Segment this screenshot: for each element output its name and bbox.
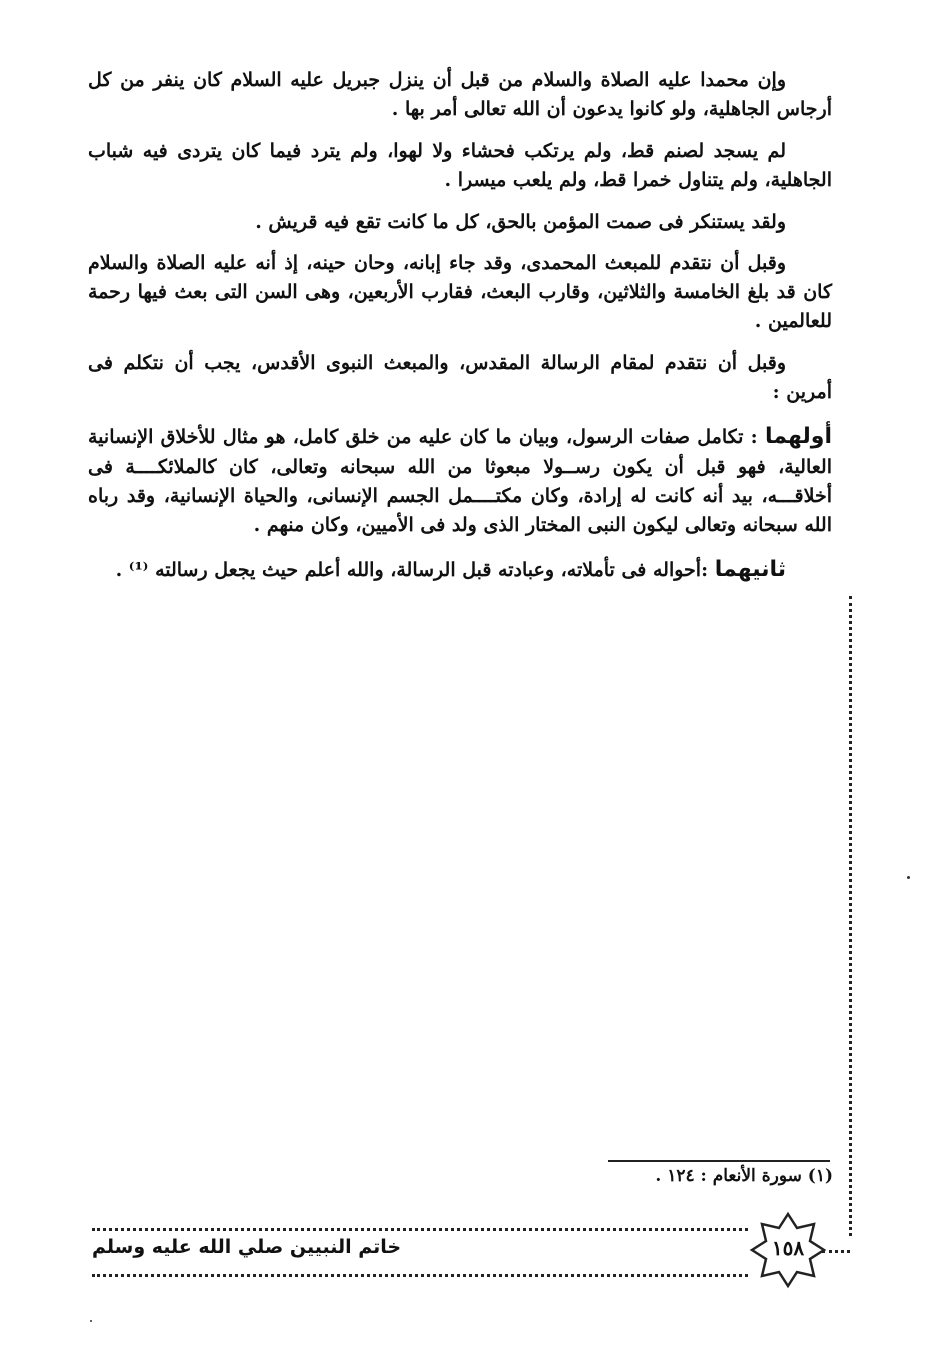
footnote-reference: ⁽¹⁾ . bbox=[115, 558, 156, 581]
main-text bbox=[88, 66, 832, 599]
first-point-heading: أولهما bbox=[764, 423, 832, 449]
paragraph-7 bbox=[88, 553, 832, 586]
footer-border-bottom bbox=[92, 1274, 748, 1277]
scan-speck bbox=[907, 876, 910, 879]
footer-border-top bbox=[92, 1228, 748, 1231]
page-border-right bbox=[849, 596, 852, 1236]
paragraph-1: وإن محمدا عليه الصلاة والسلام من قبل أن ينزل جبريل عليه السلام كان ينفر من كل أرجاس الجاهلية، ولو كانوا يدعون أن الله تعالى أمر بها . bbox=[88, 69, 832, 120]
paragraph-4: وقبل أن نتقدم للمبعث المحمدى، وقد جاء إبانه، وحان حينه، إذ أنه عليه الصلاة والسلام كان قد بلغ الخامسة والثلاثين، وقارب البعث، فقارب الأربعين، وهى السن التى بعث فيها رحمة للعالمين . bbox=[88, 252, 832, 333]
footnote-separator bbox=[608, 1160, 830, 1162]
paragraph-5: وقبل أن نتقدم لمقام الرسالة المقدس، والمبعث النبوى الأقدس، يجب أن نتكلم فى أمرين : bbox=[88, 352, 832, 403]
second-point-text: :أحواله فى تأملاته، وعبادته قبل الرسالة، والله أعلم حيث يجعل رسالته bbox=[155, 558, 715, 581]
page-number: ١٥٨ bbox=[771, 1236, 805, 1260]
first-point-text: : تكامل صفات الرسول، وبيان ما كان عليه من خلق كامل، هو مثال للأخلاق الإنسانية العالية، فهو قبل أن يكون رســولا مبعوثا من الله سبحانه وتعالى، كان كالملائكــــة فى أخلاقـــه، بيد أنه كانت له إرادة، وكان مكتــــمل الجسم الإنسانى، والحياة الإنسانية، وقد رباه الله سبحانه وتعالى ليكون النبى المختار الذى ولد فى الأميين، وكان منهم . bbox=[88, 425, 832, 536]
scan-speck bbox=[90, 1320, 92, 1322]
second-point-heading: ثانيهما bbox=[714, 556, 786, 582]
paragraph-3: ولقد يستنكر فى صمت المؤمن بالحق، كل ما كانت تقع فيه قريش . bbox=[255, 210, 786, 233]
running-footer-title: خاتم النبيين صلي الله عليه وسلم bbox=[92, 1236, 402, 1258]
paragraph-2: لم يسجد لصنم قط، ولم يرتكب فحشاء ولا لهوا، ولم يترد فيما كان يتردى فيه شباب الجاهلية، ولم يتناول خمرا قط، ولم يلعب ميسرا . bbox=[88, 139, 832, 191]
footnote: (١) سورة الأنعام : ١٢٤ . bbox=[655, 1166, 833, 1186]
paragraph-6 bbox=[88, 420, 832, 540]
